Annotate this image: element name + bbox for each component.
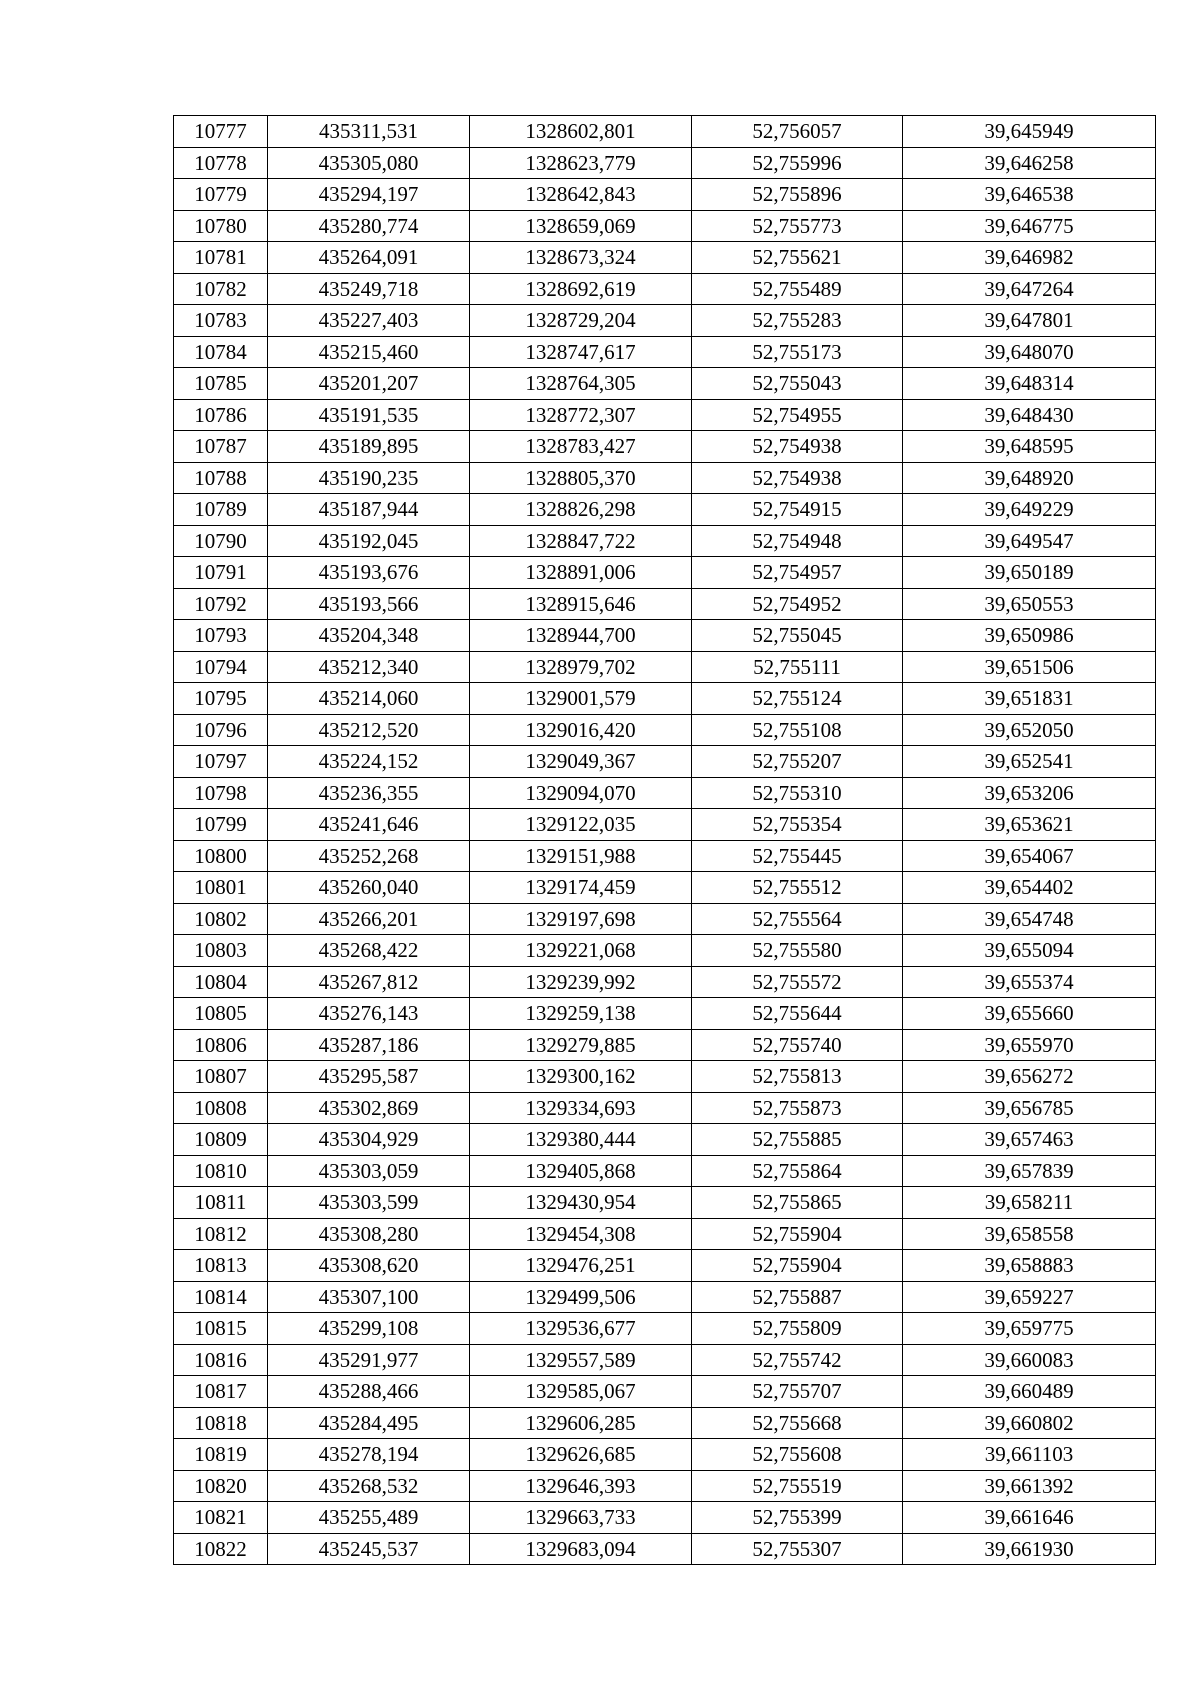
x-coordinate-cell: 435189,895: [268, 431, 470, 463]
latitude-cell: 52,755489: [692, 273, 903, 305]
y-coordinate-cell: 1328783,427: [470, 431, 692, 463]
y-coordinate-cell: 1328764,305: [470, 368, 692, 400]
y-coordinate-cell: 1328659,069: [470, 210, 692, 242]
x-coordinate-cell: 435287,186: [268, 1029, 470, 1061]
y-coordinate-cell: 1328772,307: [470, 399, 692, 431]
table-row: [174, 431, 1156, 463]
table-row: [174, 462, 1156, 494]
latitude-cell: 52,755307: [692, 1533, 903, 1565]
point-number-cell: 10792: [174, 588, 268, 620]
longitude-cell: 39,660083: [903, 1344, 1156, 1376]
point-number-cell: 10777: [174, 116, 268, 148]
longitude-cell: 39,658211: [903, 1187, 1156, 1219]
x-coordinate-cell: 435212,340: [268, 651, 470, 683]
table-row: [174, 1155, 1156, 1187]
x-coordinate-cell: 435215,460: [268, 336, 470, 368]
x-coordinate-cell: 435187,944: [268, 494, 470, 526]
longitude-cell: 39,661103: [903, 1439, 1156, 1471]
point-number-cell: 10779: [174, 179, 268, 211]
table-row: [174, 399, 1156, 431]
longitude-cell: 39,651506: [903, 651, 1156, 683]
y-coordinate-cell: 1329536,677: [470, 1313, 692, 1345]
y-coordinate-cell: 1329259,138: [470, 998, 692, 1030]
latitude-cell: 52,755644: [692, 998, 903, 1030]
longitude-cell: 39,648070: [903, 336, 1156, 368]
latitude-cell: 52,755904: [692, 1218, 903, 1250]
longitude-cell: 39,650189: [903, 557, 1156, 589]
x-coordinate-cell: 435190,235: [268, 462, 470, 494]
point-number-cell: 10793: [174, 620, 268, 652]
latitude-cell: 52,755564: [692, 903, 903, 935]
latitude-cell: 52,755207: [692, 746, 903, 778]
longitude-cell: 39,655374: [903, 966, 1156, 998]
latitude-cell: 52,755809: [692, 1313, 903, 1345]
x-coordinate-cell: 435227,403: [268, 305, 470, 337]
latitude-cell: 52,755707: [692, 1376, 903, 1408]
x-coordinate-cell: 435193,566: [268, 588, 470, 620]
x-coordinate-cell: 435264,091: [268, 242, 470, 274]
table-row: [174, 966, 1156, 998]
longitude-cell: 39,646982: [903, 242, 1156, 274]
table-row: [174, 1061, 1156, 1093]
table-row: [174, 116, 1156, 148]
latitude-cell: 52,755354: [692, 809, 903, 841]
x-coordinate-cell: 435241,646: [268, 809, 470, 841]
x-coordinate-cell: 435311,531: [268, 116, 470, 148]
table-row: [174, 525, 1156, 557]
point-number-cell: 10790: [174, 525, 268, 557]
x-coordinate-cell: 435303,599: [268, 1187, 470, 1219]
point-number-cell: 10812: [174, 1218, 268, 1250]
y-coordinate-cell: 1329094,070: [470, 777, 692, 809]
point-number-cell: 10803: [174, 935, 268, 967]
point-number-cell: 10796: [174, 714, 268, 746]
x-coordinate-cell: 435224,152: [268, 746, 470, 778]
table-row: [174, 242, 1156, 274]
longitude-cell: 39,654067: [903, 840, 1156, 872]
point-number-cell: 10791: [174, 557, 268, 589]
y-coordinate-cell: 1329221,068: [470, 935, 692, 967]
longitude-cell: 39,658883: [903, 1250, 1156, 1282]
table-row: [174, 179, 1156, 211]
point-number-cell: 10787: [174, 431, 268, 463]
latitude-cell: 52,755043: [692, 368, 903, 400]
table-row: [174, 1250, 1156, 1282]
x-coordinate-cell: 435278,194: [268, 1439, 470, 1471]
table-row: [174, 1187, 1156, 1219]
longitude-cell: 39,661392: [903, 1470, 1156, 1502]
y-coordinate-cell: 1329606,285: [470, 1407, 692, 1439]
x-coordinate-cell: 435295,587: [268, 1061, 470, 1093]
y-coordinate-cell: 1329049,367: [470, 746, 692, 778]
y-coordinate-cell: 1328673,324: [470, 242, 692, 274]
y-coordinate-cell: 1329122,035: [470, 809, 692, 841]
x-coordinate-cell: 435249,718: [268, 273, 470, 305]
point-number-cell: 10799: [174, 809, 268, 841]
point-number-cell: 10805: [174, 998, 268, 1030]
x-coordinate-cell: 435212,520: [268, 714, 470, 746]
y-coordinate-cell: 1329001,579: [470, 683, 692, 715]
point-number-cell: 10781: [174, 242, 268, 274]
x-coordinate-cell: 435245,537: [268, 1533, 470, 1565]
point-number-cell: 10785: [174, 368, 268, 400]
table-row: [174, 1376, 1156, 1408]
y-coordinate-cell: 1328747,617: [470, 336, 692, 368]
y-coordinate-cell: 1329499,506: [470, 1281, 692, 1313]
y-coordinate-cell: 1329430,954: [470, 1187, 692, 1219]
latitude-cell: 52,755621: [692, 242, 903, 274]
table-row: [174, 872, 1156, 904]
point-number-cell: 10782: [174, 273, 268, 305]
longitude-cell: 39,646538: [903, 179, 1156, 211]
point-number-cell: 10778: [174, 147, 268, 179]
coordinates-table: [173, 115, 1156, 1565]
point-number-cell: 10804: [174, 966, 268, 998]
y-coordinate-cell: 1329197,698: [470, 903, 692, 935]
longitude-cell: 39,654748: [903, 903, 1156, 935]
y-coordinate-cell: 1329585,067: [470, 1376, 692, 1408]
latitude-cell: 52,755668: [692, 1407, 903, 1439]
point-number-cell: 10802: [174, 903, 268, 935]
longitude-cell: 39,646775: [903, 210, 1156, 242]
point-number-cell: 10817: [174, 1376, 268, 1408]
y-coordinate-cell: 1329380,444: [470, 1124, 692, 1156]
x-coordinate-cell: 435299,108: [268, 1313, 470, 1345]
longitude-cell: 39,660489: [903, 1376, 1156, 1408]
y-coordinate-cell: 1329405,868: [470, 1155, 692, 1187]
longitude-cell: 39,658558: [903, 1218, 1156, 1250]
point-number-cell: 10801: [174, 872, 268, 904]
latitude-cell: 52,755173: [692, 336, 903, 368]
table-row: [174, 336, 1156, 368]
longitude-cell: 39,649547: [903, 525, 1156, 557]
longitude-cell: 39,648920: [903, 462, 1156, 494]
x-coordinate-cell: 435191,535: [268, 399, 470, 431]
latitude-cell: 52,755885: [692, 1124, 903, 1156]
point-number-cell: 10806: [174, 1029, 268, 1061]
point-number-cell: 10816: [174, 1344, 268, 1376]
longitude-cell: 39,652541: [903, 746, 1156, 778]
x-coordinate-cell: 435268,422: [268, 935, 470, 967]
latitude-cell: 52,755904: [692, 1250, 903, 1282]
x-coordinate-cell: 435294,197: [268, 179, 470, 211]
point-number-cell: 10811: [174, 1187, 268, 1219]
x-coordinate-cell: 435201,207: [268, 368, 470, 400]
table-row: [174, 809, 1156, 841]
x-coordinate-cell: 435252,268: [268, 840, 470, 872]
latitude-cell: 52,755896: [692, 179, 903, 211]
latitude-cell: 52,755108: [692, 714, 903, 746]
latitude-cell: 52,755742: [692, 1344, 903, 1376]
table-row: [174, 588, 1156, 620]
table-row: [174, 746, 1156, 778]
x-coordinate-cell: 435308,280: [268, 1218, 470, 1250]
longitude-cell: 39,659775: [903, 1313, 1156, 1345]
latitude-cell: 52,754915: [692, 494, 903, 526]
x-coordinate-cell: 435284,495: [268, 1407, 470, 1439]
table-row: [174, 903, 1156, 935]
latitude-cell: 52,755572: [692, 966, 903, 998]
latitude-cell: 52,755512: [692, 872, 903, 904]
y-coordinate-cell: 1328891,006: [470, 557, 692, 589]
y-coordinate-cell: 1328826,298: [470, 494, 692, 526]
x-coordinate-cell: 435288,466: [268, 1376, 470, 1408]
point-number-cell: 10814: [174, 1281, 268, 1313]
latitude-cell: 52,754938: [692, 431, 903, 463]
point-number-cell: 10798: [174, 777, 268, 809]
table-row: [174, 1029, 1156, 1061]
longitude-cell: 39,648430: [903, 399, 1156, 431]
point-number-cell: 10800: [174, 840, 268, 872]
point-number-cell: 10810: [174, 1155, 268, 1187]
x-coordinate-cell: 435236,355: [268, 777, 470, 809]
table-row: [174, 1313, 1156, 1345]
point-number-cell: 10815: [174, 1313, 268, 1345]
longitude-cell: 39,661930: [903, 1533, 1156, 1565]
longitude-cell: 39,646258: [903, 147, 1156, 179]
x-coordinate-cell: 435304,929: [268, 1124, 470, 1156]
longitude-cell: 39,648595: [903, 431, 1156, 463]
y-coordinate-cell: 1329454,308: [470, 1218, 692, 1250]
longitude-cell: 39,661646: [903, 1502, 1156, 1534]
point-number-cell: 10783: [174, 305, 268, 337]
x-coordinate-cell: 435255,489: [268, 1502, 470, 1534]
point-number-cell: 10809: [174, 1124, 268, 1156]
coordinates-table-body: [174, 116, 1156, 1565]
latitude-cell: 52,755124: [692, 683, 903, 715]
table-row: [174, 1533, 1156, 1565]
table-row: [174, 368, 1156, 400]
table-row: [174, 777, 1156, 809]
table-row: [174, 1407, 1156, 1439]
latitude-cell: 52,755608: [692, 1439, 903, 1471]
point-number-cell: 10822: [174, 1533, 268, 1565]
longitude-cell: 39,650553: [903, 588, 1156, 620]
table-row: [174, 935, 1156, 967]
point-number-cell: 10784: [174, 336, 268, 368]
y-coordinate-cell: 1329557,589: [470, 1344, 692, 1376]
longitude-cell: 39,650986: [903, 620, 1156, 652]
latitude-cell: 52,755045: [692, 620, 903, 652]
longitude-cell: 39,659227: [903, 1281, 1156, 1313]
latitude-cell: 52,755740: [692, 1029, 903, 1061]
latitude-cell: 52,754955: [692, 399, 903, 431]
x-coordinate-cell: 435266,201: [268, 903, 470, 935]
y-coordinate-cell: 1329646,393: [470, 1470, 692, 1502]
point-number-cell: 10821: [174, 1502, 268, 1534]
x-coordinate-cell: 435307,100: [268, 1281, 470, 1313]
point-number-cell: 10797: [174, 746, 268, 778]
x-coordinate-cell: 435276,143: [268, 998, 470, 1030]
table-row: [174, 273, 1156, 305]
point-number-cell: 10795: [174, 683, 268, 715]
y-coordinate-cell: 1328602,801: [470, 116, 692, 148]
table-row: [174, 305, 1156, 337]
x-coordinate-cell: 435302,869: [268, 1092, 470, 1124]
latitude-cell: 52,755445: [692, 840, 903, 872]
latitude-cell: 52,755873: [692, 1092, 903, 1124]
y-coordinate-cell: 1329476,251: [470, 1250, 692, 1282]
y-coordinate-cell: 1328729,204: [470, 305, 692, 337]
table-row: [174, 1218, 1156, 1250]
point-number-cell: 10820: [174, 1470, 268, 1502]
latitude-cell: 52,755580: [692, 935, 903, 967]
table-row: [174, 1124, 1156, 1156]
y-coordinate-cell: 1328915,646: [470, 588, 692, 620]
y-coordinate-cell: 1329663,733: [470, 1502, 692, 1534]
y-coordinate-cell: 1329239,992: [470, 966, 692, 998]
latitude-cell: 52,754938: [692, 462, 903, 494]
table-row: [174, 1502, 1156, 1534]
y-coordinate-cell: 1328979,702: [470, 651, 692, 683]
longitude-cell: 39,656785: [903, 1092, 1156, 1124]
point-number-cell: 10786: [174, 399, 268, 431]
point-number-cell: 10780: [174, 210, 268, 242]
x-coordinate-cell: 435280,774: [268, 210, 470, 242]
longitude-cell: 39,649229: [903, 494, 1156, 526]
x-coordinate-cell: 435204,348: [268, 620, 470, 652]
point-number-cell: 10807: [174, 1061, 268, 1093]
longitude-cell: 39,653621: [903, 809, 1156, 841]
point-number-cell: 10789: [174, 494, 268, 526]
longitude-cell: 39,654402: [903, 872, 1156, 904]
point-number-cell: 10808: [174, 1092, 268, 1124]
table-row: [174, 1092, 1156, 1124]
longitude-cell: 39,647264: [903, 273, 1156, 305]
latitude-cell: 52,755519: [692, 1470, 903, 1502]
y-coordinate-cell: 1329016,420: [470, 714, 692, 746]
y-coordinate-cell: 1329151,988: [470, 840, 692, 872]
y-coordinate-cell: 1329174,459: [470, 872, 692, 904]
table-row: [174, 620, 1156, 652]
x-coordinate-cell: 435305,080: [268, 147, 470, 179]
table-row: [174, 998, 1156, 1030]
x-coordinate-cell: 435260,040: [268, 872, 470, 904]
table-row: [174, 1470, 1156, 1502]
table-row: [174, 651, 1156, 683]
longitude-cell: 39,647801: [903, 305, 1156, 337]
table-row: [174, 683, 1156, 715]
x-coordinate-cell: 435268,532: [268, 1470, 470, 1502]
y-coordinate-cell: 1328805,370: [470, 462, 692, 494]
latitude-cell: 52,754957: [692, 557, 903, 589]
x-coordinate-cell: 435193,676: [268, 557, 470, 589]
latitude-cell: 52,755887: [692, 1281, 903, 1313]
latitude-cell: 52,756057: [692, 116, 903, 148]
latitude-cell: 52,755111: [692, 651, 903, 683]
y-coordinate-cell: 1328847,722: [470, 525, 692, 557]
latitude-cell: 52,755310: [692, 777, 903, 809]
longitude-cell: 39,655094: [903, 935, 1156, 967]
latitude-cell: 52,754952: [692, 588, 903, 620]
longitude-cell: 39,645949: [903, 116, 1156, 148]
longitude-cell: 39,657839: [903, 1155, 1156, 1187]
point-number-cell: 10788: [174, 462, 268, 494]
longitude-cell: 39,655660: [903, 998, 1156, 1030]
y-coordinate-cell: 1329300,162: [470, 1061, 692, 1093]
latitude-cell: 52,755996: [692, 147, 903, 179]
latitude-cell: 52,754948: [692, 525, 903, 557]
x-coordinate-cell: 435267,812: [268, 966, 470, 998]
y-coordinate-cell: 1328944,700: [470, 620, 692, 652]
longitude-cell: 39,651831: [903, 683, 1156, 715]
longitude-cell: 39,655970: [903, 1029, 1156, 1061]
table-row: [174, 840, 1156, 872]
latitude-cell: 52,755813: [692, 1061, 903, 1093]
latitude-cell: 52,755399: [692, 1502, 903, 1534]
latitude-cell: 52,755773: [692, 210, 903, 242]
longitude-cell: 39,657463: [903, 1124, 1156, 1156]
x-coordinate-cell: 435291,977: [268, 1344, 470, 1376]
x-coordinate-cell: 435303,059: [268, 1155, 470, 1187]
point-number-cell: 10819: [174, 1439, 268, 1471]
x-coordinate-cell: 435192,045: [268, 525, 470, 557]
table-row: [174, 714, 1156, 746]
point-number-cell: 10794: [174, 651, 268, 683]
table-row: [174, 1281, 1156, 1313]
longitude-cell: 39,656272: [903, 1061, 1156, 1093]
latitude-cell: 52,755865: [692, 1187, 903, 1219]
point-number-cell: 10813: [174, 1250, 268, 1282]
longitude-cell: 39,652050: [903, 714, 1156, 746]
table-row: [174, 210, 1156, 242]
longitude-cell: 39,653206: [903, 777, 1156, 809]
latitude-cell: 52,755283: [692, 305, 903, 337]
latitude-cell: 52,755864: [692, 1155, 903, 1187]
x-coordinate-cell: 435308,620: [268, 1250, 470, 1282]
y-coordinate-cell: 1329279,885: [470, 1029, 692, 1061]
y-coordinate-cell: 1329334,693: [470, 1092, 692, 1124]
point-number-cell: 10818: [174, 1407, 268, 1439]
y-coordinate-cell: 1329626,685: [470, 1439, 692, 1471]
table-row: [174, 557, 1156, 589]
y-coordinate-cell: 1329683,094: [470, 1533, 692, 1565]
table-row: [174, 1439, 1156, 1471]
y-coordinate-cell: 1328623,779: [470, 147, 692, 179]
y-coordinate-cell: 1328642,843: [470, 179, 692, 211]
x-coordinate-cell: 435214,060: [268, 683, 470, 715]
table-row: [174, 147, 1156, 179]
y-coordinate-cell: 1328692,619: [470, 273, 692, 305]
table-row: [174, 1344, 1156, 1376]
longitude-cell: 39,648314: [903, 368, 1156, 400]
longitude-cell: 39,660802: [903, 1407, 1156, 1439]
table-row: [174, 494, 1156, 526]
